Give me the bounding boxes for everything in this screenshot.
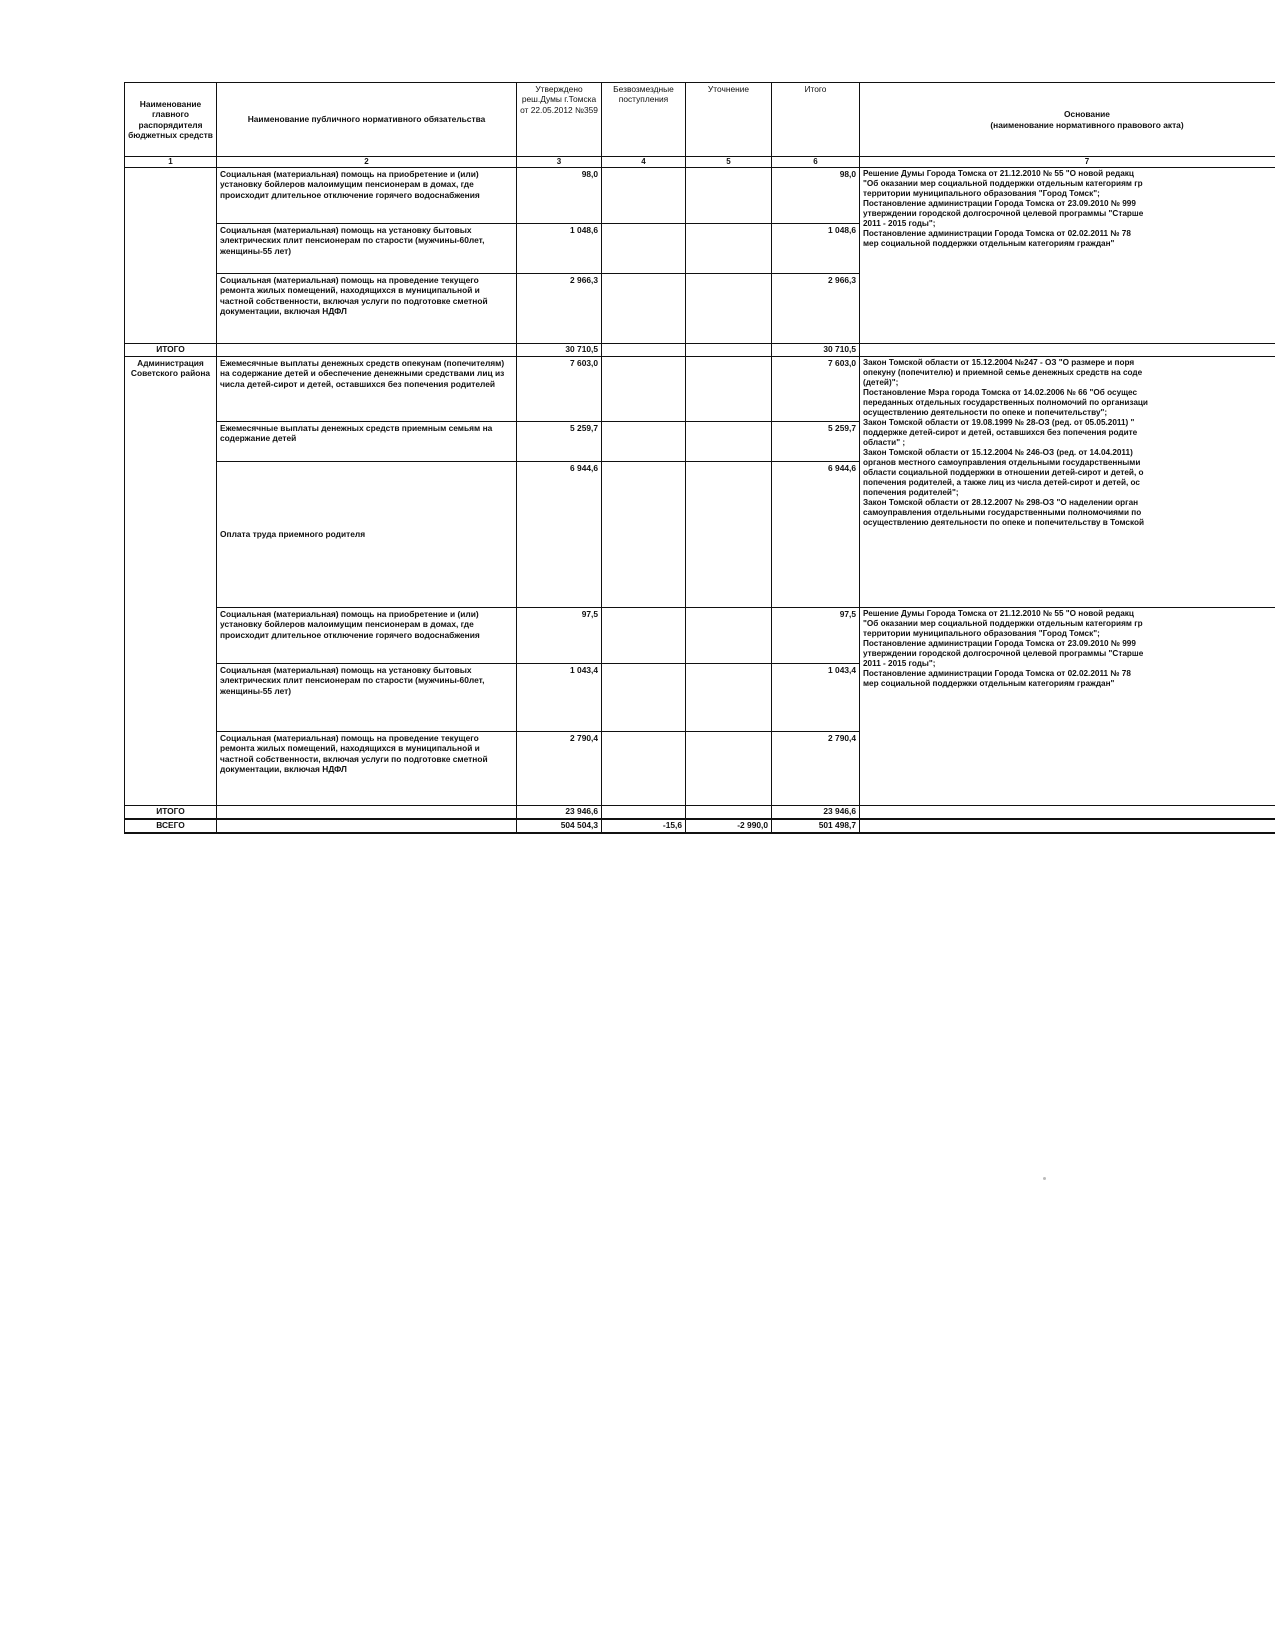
refinement-cell [686,274,772,344]
total-cell: 1 048,6 [772,224,860,274]
header-distributor: Наименование главного распорядителя бюджетных средств [125,83,217,157]
grants-cell [602,168,686,224]
empty-cell [217,344,517,357]
grand-total-total: 501 498,7 [772,819,860,833]
header-refinement: Уточнение [686,83,772,157]
basis-cell [860,608,1275,806]
empty-cell [217,819,517,833]
header-row [125,83,1275,157]
approved-cell: 7 603,0 [517,357,602,422]
header-basis [860,83,1275,157]
grants-cell [602,462,686,608]
basis-line: Постановление администрации Города Томска от 23.09.2010 № 999 [863,639,1136,648]
basis-line: Постановление администрации Города Томска от 23.09.2010 № 999 [863,199,1136,208]
obligation-cell: Ежемесячные выплаты денежных средств приемным семьям на содержание детей [217,422,517,462]
header-basis-subtitle: (наименование нормативного правового акта) [990,119,1184,130]
basis-line: Закон Томской области от 28.12.2007 № 298-ОЗ "О наделении орган [863,498,1139,507]
approved-cell: 5 259,7 [517,422,602,462]
empty-cell [217,806,517,820]
column-number: 7 [860,157,1275,168]
basis-line: попечения родителей"; [863,488,959,497]
approved-cell: 2 966,3 [517,274,602,344]
total-cell: 97,5 [772,608,860,664]
basis-line: 2011 - 2015 годы"; [863,659,936,668]
basis-line: утверждении городской долгосрочной целевой программы "Старше [863,649,1144,658]
basis-line: "Об оказании мер социальной поддержки отдельным категориям гр [863,179,1143,188]
empty-cell [860,819,1275,833]
scan-speck [1043,1177,1046,1180]
column-number: 4 [602,157,686,168]
basis-line: области социальной поддержки в отношении детей-сирот и детей, о [863,468,1144,477]
empty-cell [860,806,1275,820]
total-cell: 5 259,7 [772,422,860,462]
header-approved: Утверждено реш.Думы г.Томска от 22.05.2012 №359 [517,83,602,157]
empty-cell [860,344,1275,357]
grand-total-row [125,819,1275,833]
approved-cell: 2 790,4 [517,732,602,806]
basis-line: Закон Томской области от 15.12.2004 № 246-ОЗ (ред. от 14.04.2011) [863,448,1133,457]
basis-line: территории муниципального образования "Город Томск"; [863,189,1100,198]
basis-line: Решение Думы Города Томска от 21.12.2010 № 55 "О новой редакц [863,609,1134,618]
refinement-cell [686,224,772,274]
header-grants: Безвозмездные поступления [602,83,686,157]
basis-line: осуществлению деятельности по опеке и попечительству"; [863,408,1108,417]
obligation-cell: Оплата труда приемного родителя [217,462,517,608]
basis-line: поддержке детей-сирот и детей, оставшихся без попечения родите [863,428,1138,437]
column-number: 1 [125,157,217,168]
grand-total-approved: 504 504,3 [517,819,602,833]
basis-line: мер социальной поддержки отдельным категориям граждан" [863,679,1115,688]
grand-total-label: ВСЕГО [125,819,217,833]
grants-cell [602,224,686,274]
subtotal-approved: 23 946,6 [517,806,602,820]
obligation-cell: Социальная (материальная) помощь на приобретение и (или) установку бойлеров малоимущим пенсионерам в домах, где происходит длительное отключение горячего водоснабжения [217,608,517,664]
empty-cell [686,806,772,820]
basis-line: переданных отдельных государственных полномочий по организаци [863,398,1148,407]
column-number: 6 [772,157,860,168]
basis-cell [860,357,1275,608]
column-number: 5 [686,157,772,168]
total-cell: 2 966,3 [772,274,860,344]
table-row [125,608,1275,664]
grants-cell [602,422,686,462]
subtotal-row [125,344,1275,357]
header-obligation: Наименование публичного нормативного обязательства [217,83,517,157]
table-row [125,168,1275,224]
distributor-cell [125,168,217,344]
grand-total-grants: -15,6 [602,819,686,833]
total-cell: 6 944,6 [772,462,860,608]
grants-cell [602,357,686,422]
subtotal-label: ИТОГО [125,806,217,820]
basis-line: территории муниципального образования "Город Томск"; [863,629,1100,638]
distributor-cell: Администрация Советского района [125,357,217,806]
basis-cell [860,168,1275,344]
grants-cell [602,732,686,806]
total-cell: 98,0 [772,168,860,224]
basis-line: Постановление Мэра города Томска от 14.02.2006 № 66 "Об осущес [863,388,1138,397]
subtotal-total: 23 946,6 [772,806,860,820]
basis-line: органов местного самоуправления отдельными государственными [863,458,1141,467]
basis-line: Постановление администрации Города Томска от 02.02.2011 № 78 [863,229,1131,238]
grants-cell [602,664,686,732]
basis-line: Закон Томской области от 19.08.1999 № 28-ОЗ (ред. от 05.05.2011) " [863,418,1135,427]
obligation-cell: Социальная (материальная) помощь на проведение текущего ремонта жилых помещений, находящихся в муниципальной и частной собственности, включая услуги по подготовке сметной документации, включая НДФЛ [217,274,517,344]
total-cell: 2 790,4 [772,732,860,806]
approved-cell: 98,0 [517,168,602,224]
empty-cell [686,344,772,357]
obligation-cell: Социальная (материальная) помощь на приобретение и (или) установку бойлеров малоимущим пенсионерам в домах, где происходит длительное отключение горячего водоснабжения [217,168,517,224]
grants-cell [602,608,686,664]
refinement-cell [686,357,772,422]
header-basis-title: Основание [1064,109,1110,120]
basis-line: "Об оказании мер социальной поддержки отдельным категориям гр [863,619,1143,628]
column-number: 2 [217,157,517,168]
basis-line: области" ; [863,438,906,447]
obligation-cell: Социальная (материальная) помощь на установку бытовых электрических плит пенсионерам по старости (мужчины-60лет, женщины-55 лет) [217,664,517,732]
header-total: Итого [772,83,860,157]
grand-total-refinement: -2 990,0 [686,819,772,833]
subtotal-total: 30 710,5 [772,344,860,357]
refinement-cell [686,462,772,608]
basis-line: осуществлению деятельности по опеке и попечительству в Томской [863,518,1144,527]
basis-line: Решение Думы Города Томска от 21.12.2010 № 55 "О новой редакц [863,169,1134,178]
obligation-cell: Социальная (материальная) помощь на проведение текущего ремонта жилых помещений, находящихся в муниципальной и частной собственности, включая услуги по подготовке сметной документации, включая НДФЛ [217,732,517,806]
empty-cell [602,806,686,820]
column-number: 3 [517,157,602,168]
grants-cell [602,274,686,344]
obligation-cell: Социальная (материальная) помощь на установку бытовых электрических плит пенсионерам по старости (мужчины-60лет, женщины-55 лет) [217,224,517,274]
refinement-cell [686,168,772,224]
subtotal-label: ИТОГО [125,344,217,357]
basis-line: утверждении городской долгосрочной целевой программы "Старше [863,209,1144,218]
subtotal-row [125,806,1275,820]
table-row [125,357,1275,422]
budget-table [124,82,1275,834]
approved-cell: 6 944,6 [517,462,602,608]
refinement-cell [686,422,772,462]
total-cell: 7 603,0 [772,357,860,422]
obligation-cell: Ежемесячные выплаты денежных средств опекунам (попечителям) на содержание детей и обеспечение денежными средствами лиц из числа детей-сирот и детей, оставшихся без попечения родителей [217,357,517,422]
basis-line: (детей)"; [863,378,899,387]
basis-line: мер социальной поддержки отдельным категориям граждан" [863,239,1115,248]
subtotal-approved: 30 710,5 [517,344,602,357]
basis-line: самоуправления отдельными государственными полномочиями по [863,508,1142,517]
total-cell: 1 043,4 [772,664,860,732]
refinement-cell [686,732,772,806]
basis-line: попечения родителей, а также лиц из числа детей-сирот и детей, ос [863,478,1140,487]
basis-line: Закон Томской области от 15.12.2004 №247 - ОЗ "О размере и поря [863,358,1135,367]
refinement-cell [686,664,772,732]
approved-cell: 97,5 [517,608,602,664]
basis-line: опекуну (попечителю) и приемной семье денежных средств на соде [863,368,1143,377]
basis-line: Постановление администрации Города Томска от 02.02.2011 № 78 [863,669,1131,678]
refinement-cell [686,608,772,664]
budget-table-sheet [124,82,1275,902]
basis-line: 2011 - 2015 годы"; [863,219,936,228]
approved-cell: 1 043,4 [517,664,602,732]
column-number-row [125,157,1275,168]
approved-cell: 1 048,6 [517,224,602,274]
empty-cell [602,344,686,357]
